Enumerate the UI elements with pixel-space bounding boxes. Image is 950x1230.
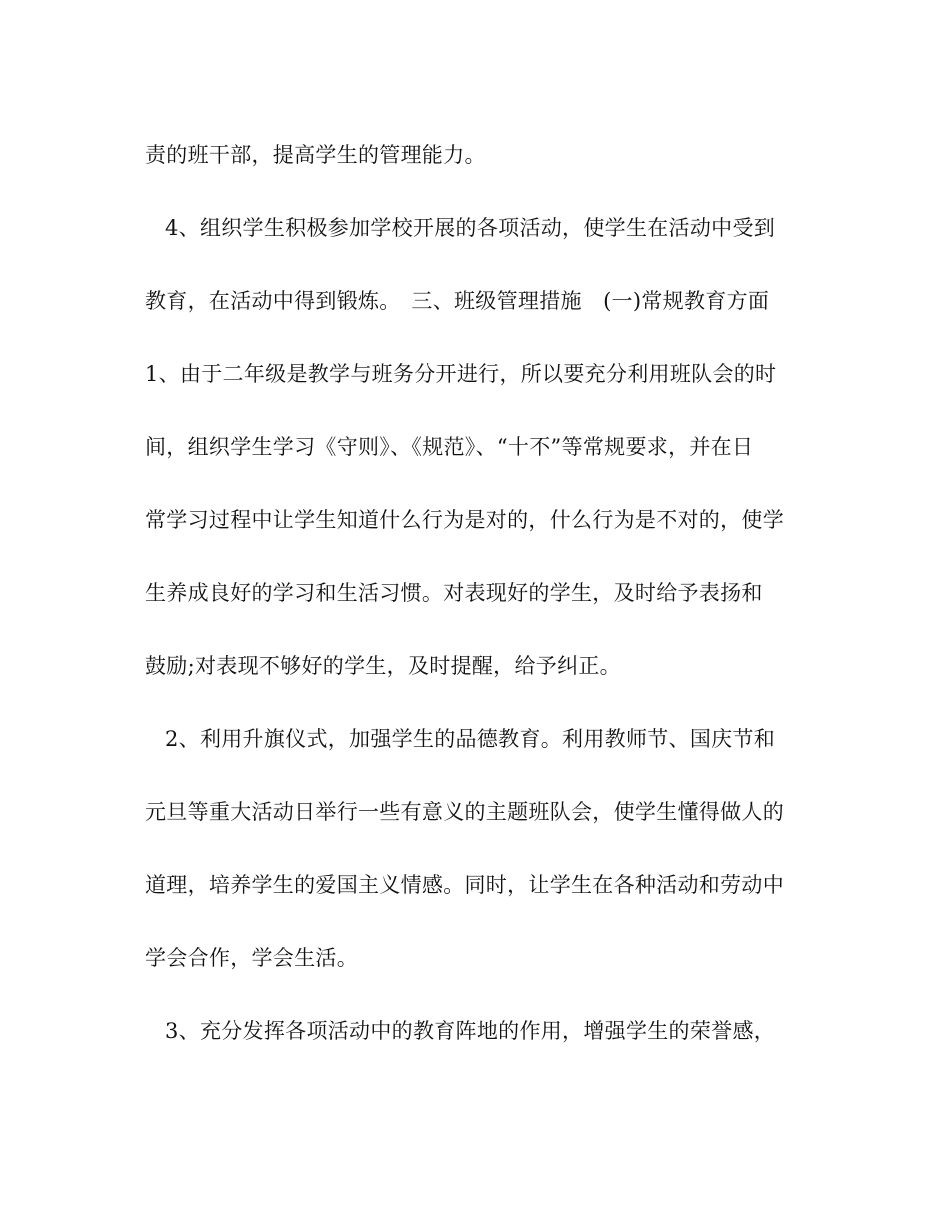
text-line: 3、充分发挥各项活动中的教育阵地的作用，增强学生的荣誉感， (165, 1019, 776, 1043)
text-line: 4、组织学生积极参加学校开展的各项活动，使学生在活动中受到 (165, 216, 776, 240)
text-line: 2、利用升旗仪式，加强学生的品德教育。利用教师节、国庆节和 (165, 727, 776, 751)
text-line: 鼓励;对表现不够好的学生，及时提醒，给予纠正。 (145, 654, 621, 678)
text-line: 1、由于二年级是教学与班务分开进行，所以要充分利用班队会的时 (145, 362, 777, 386)
text-line: 道理，培养学生的爱国主义情感。同时，让学生在各种活动和劳动中 (145, 873, 784, 897)
text-line: 教育，在活动中得到锻炼。 三、班级管理措施 (一)常规教育方面 (145, 289, 770, 313)
text-line: 常学习过程中让学生知道什么行为是对的，什么行为是不对的，使学 (145, 508, 784, 532)
text-line: 元旦等重大活动日举行一些有意义的主题班队会，使学生懂得做人的 (145, 800, 784, 824)
text-line: 间，组织学生学习《守则》、《规范》、“十不”等常规要求，并在日 (145, 435, 754, 459)
text-line: 生养成良好的学习和生活习惯。对表现好的学生，及时给予表扬和 (145, 581, 763, 605)
text-line: 责的班干部，提高学生的管理能力。 (145, 143, 486, 167)
text-line: 学会合作，学会生活。 (145, 946, 358, 970)
